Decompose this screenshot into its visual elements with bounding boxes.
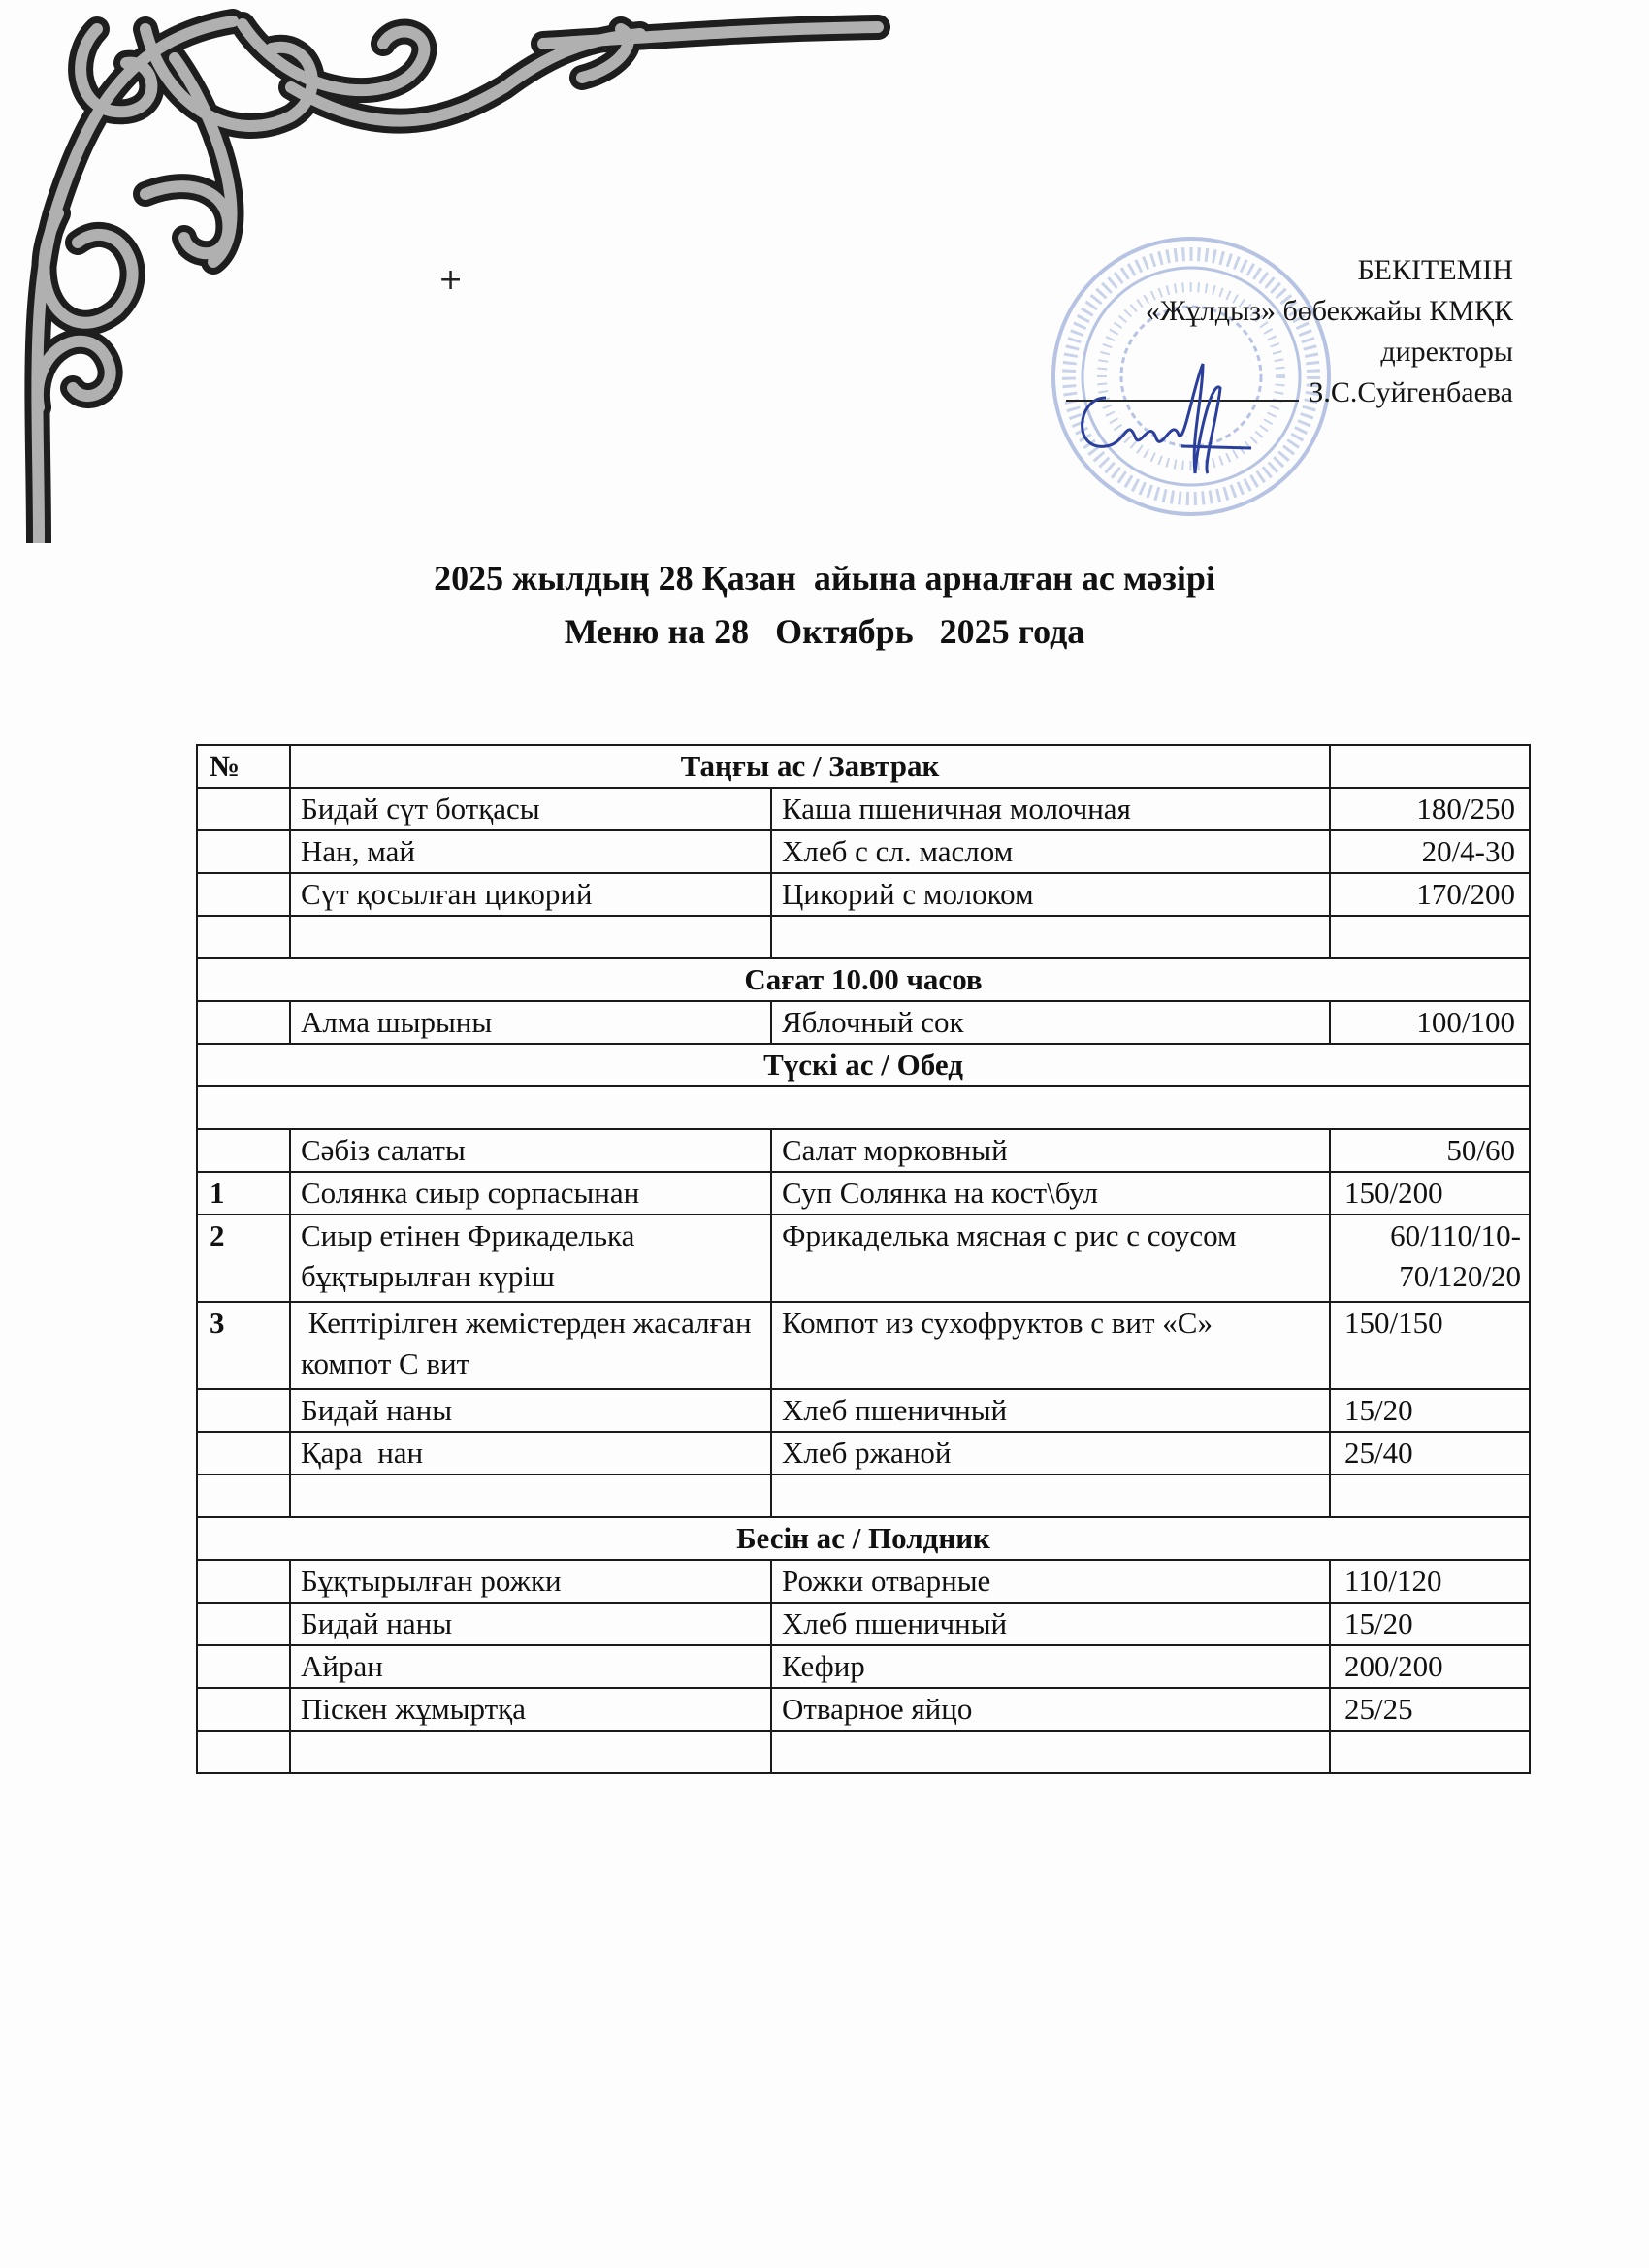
dish-russian [771,1731,1330,1773]
dish-russian: Хлеб ржаной [771,1432,1330,1474]
table-row [197,1560,1530,1603]
dish-kazakh [290,1731,771,1773]
row-number [197,1688,290,1731]
dish-weight [1330,916,1530,958]
table-row [197,1302,1530,1389]
row-number: 2 [197,1215,290,1302]
registration-mark: + [438,263,464,297]
title-russian: Меню на 28 Октябрь 2025 года [564,612,1085,651]
table-row [197,1389,1530,1432]
table-row [197,788,1530,830]
approval-position: директоры [1380,336,1513,368]
dish-weight: 25/25 [1330,1688,1530,1731]
table-row [197,1432,1530,1474]
table-row [197,873,1530,916]
approval-organization: «Жұлдыз» бөбекжайы КМҚК [1145,295,1513,327]
table-row [197,1688,1530,1731]
dish-kazakh: Солянка сиыр сорпасынан [290,1172,771,1215]
dish-kazakh: Сиыр етінен Фрикаделька бұқтырылған күріш [290,1215,771,1302]
dish-weight: 200/200 [1330,1645,1530,1688]
signature-icon [1067,359,1251,475]
table-row [197,1129,1530,1172]
section-row-snack [197,958,1530,1001]
dish-weight: 150/200 [1330,1172,1530,1215]
row-number [197,1432,290,1474]
table-row-empty [197,1086,1530,1129]
dish-weight: 180/250 [1330,788,1530,830]
dish-russian: Рожки отварные [771,1560,1330,1603]
dish-kazakh: Сәбіз салаты [290,1129,771,1172]
dish-weight: 15/20 [1330,1389,1530,1432]
table-row [197,1603,1530,1645]
section-row-lunch [197,1044,1530,1086]
table-header-row [197,745,1530,788]
dish-russian [771,1474,1330,1517]
dish-kazakh: Бұқтырылған рожки [290,1560,771,1603]
dish-kazakh: Кептірілген жемістерден жасалған компот С вит [290,1302,771,1389]
dish-weight: 25/40 [1330,1432,1530,1474]
dish-kazakh [290,1474,771,1517]
section-title-lunch: Түскі ас / Обед [197,1044,1530,1086]
dish-russian: Компот из сухофруктов с вит «С» [771,1302,1330,1389]
dish-weight: 50/60 [1330,1129,1530,1172]
dish-weight [1330,1474,1530,1517]
row-number: 3 [197,1302,290,1389]
table-row [197,830,1530,873]
row-number [197,1560,290,1603]
title-kazakh: 2025 жылдың 28 Қазан айына арналған ас мәзірі [434,559,1215,598]
header-number: № [197,745,290,788]
dish-weight: 170/200 [1330,873,1530,916]
row-number [197,1474,290,1517]
dish-kazakh: Нан, май [290,830,771,873]
dish-russian: Фрикаделька мясная с рис с соусом [771,1215,1330,1302]
row-number [197,788,290,830]
approval-heading: БЕКІТЕМІН [1357,254,1513,286]
table-row [197,1645,1530,1688]
row-number [197,1731,290,1773]
dish-russian: Яблочный сок [771,1001,1330,1044]
dish-weight: 110/120 [1330,1560,1530,1603]
header-weight [1330,745,1530,788]
dish-kazakh: Піскен жұмыртқа [290,1688,771,1731]
section-row-afternoon [197,1517,1530,1560]
dish-russian: Салат морковный [771,1129,1330,1172]
dish-weight [1330,1731,1530,1773]
row-number [197,1001,290,1044]
dish-weight: 60/110/10-70/120/20 [1330,1215,1530,1302]
dish-kazakh: Қара нан [290,1432,771,1474]
dish-russian: Хлеб с сл. маслом [771,830,1330,873]
row-number [197,873,290,916]
empty-cell [197,1086,1530,1129]
dish-weight: 150/150 [1330,1302,1530,1389]
row-number [197,830,290,873]
menu-table [196,744,1531,1774]
table-row [197,1001,1530,1044]
section-title-afternoon: Бесін ас / Полдник [197,1517,1530,1560]
dish-kazakh: Сүт қосылған цикорий [290,873,771,916]
dish-russian: Кефир [771,1645,1330,1688]
dish-kazakh: Айран [290,1645,771,1688]
table-row-empty [197,1731,1530,1773]
dish-kazakh: Бидай наны [290,1389,771,1432]
table-row-empty [197,916,1530,958]
table-row [197,1172,1530,1215]
dish-kazakh [290,916,771,958]
dish-russian: Суп Солянка на кост\бул [771,1172,1330,1215]
table-row-empty [197,1474,1530,1517]
dish-weight: 15/20 [1330,1603,1530,1645]
row-number: 1 [197,1172,290,1215]
dish-kazakh: Бидай наны [290,1603,771,1645]
row-number [197,1389,290,1432]
dish-kazakh: Бидай сүт ботқасы [290,788,771,830]
row-number [197,1645,290,1688]
dish-russian: Хлеб пшеничный [771,1603,1330,1645]
table-row [197,1215,1530,1302]
row-number [197,916,290,958]
section-title-snack: Сағат 10.00 часов [197,958,1530,1001]
row-number [197,1603,290,1645]
approval-signatory: З.С.Суйгенбаева [1309,376,1513,408]
dish-kazakh: Алма шырыны [290,1001,771,1044]
dish-weight: 100/100 [1330,1001,1530,1044]
header-breakfast: Таңғы ас / Завтрак [290,745,1330,788]
row-number [197,1129,290,1172]
dish-russian [771,916,1330,958]
dish-russian: Хлеб пшеничный [771,1389,1330,1432]
dish-russian: Каша пшеничная молочная [771,788,1330,830]
dish-weight: 20/4-30 [1330,830,1530,873]
dish-russian: Цикорий с молоком [771,873,1330,916]
dish-russian: Отварное яйцо [771,1688,1330,1731]
